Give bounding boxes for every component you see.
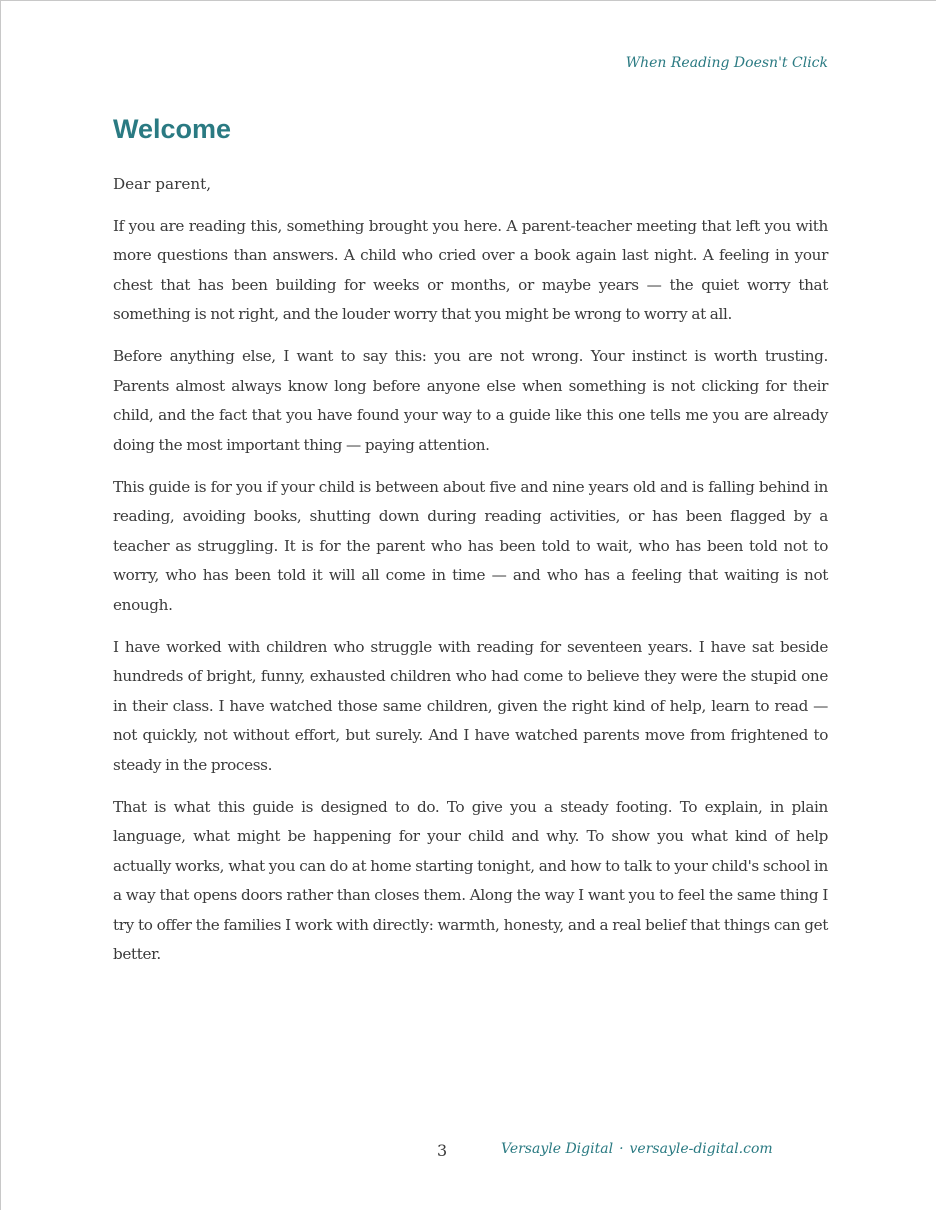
- page-number: 3: [437, 1141, 448, 1160]
- publisher-name: Versayle Digital: [501, 1141, 614, 1157]
- separator-dot: ·: [619, 1141, 624, 1157]
- page-content: [113, 111, 828, 982]
- page-footer: [1, 1139, 936, 1163]
- paragraph: That is what this guide is designed to do. To give you a steady footing. To explain, in plain language, what might be happening for your child and why. To show you what kind of help actually works, what you can do at home starting tonight, and how to talk to your child's school in a way that opens doors rather than closes them. Along the way I want you to feel the same thing I try to offer the families I work with directly: warmth, honesty, and a real belief that things can get better.: [113, 797, 828, 963]
- paragraph: I have worked with children who struggle with reading for seventeen years. I have sat beside hundreds of bright, funny, exhausted children who had come to believe they were the stupid one in their class. I have watched those same children, given the right kind of help, learn to read — not quickly, not without effort, but surely. And I have watched parents move from frightened to steady in the process.: [113, 637, 828, 774]
- publisher-credit: [501, 1141, 773, 1157]
- paragraph: This guide is for you if your child is between about five and nine years old and is falling behind in reading, avoiding books, shutting down during reading activities, or has been flagged by a teacher as struggling. It is for the parent who has been told to wait, who has been told not to worry, who has been told it will all come in time — and who has a feeling that waiting is not enough.: [113, 477, 828, 614]
- running-header: When Reading Doesn't Click: [625, 55, 828, 71]
- publisher-website: versayle-digital.com: [629, 1141, 773, 1157]
- paragraph: If you are reading this, something brought you here. A parent-teacher meeting that left you with more questions than answers. A child who cried over a book again last night. A feeling in your chest that has been building for weeks or months, or maybe years — the quiet worry that something is not right, and the louder worry that you might be wrong to worry at all.: [113, 216, 828, 323]
- paragraph: Before anything else, I want to say this: you are not wrong. Your instinct is worth trusting. Parents almost always know long before anyone else when something is not clicking for their child, and the fact that you have found your way to a guide like this one tells me you are already doing the most important thing — paying attention.: [113, 347, 828, 454]
- salutation: Dear parent,: [113, 175, 212, 193]
- page-title: Welcome: [113, 114, 232, 144]
